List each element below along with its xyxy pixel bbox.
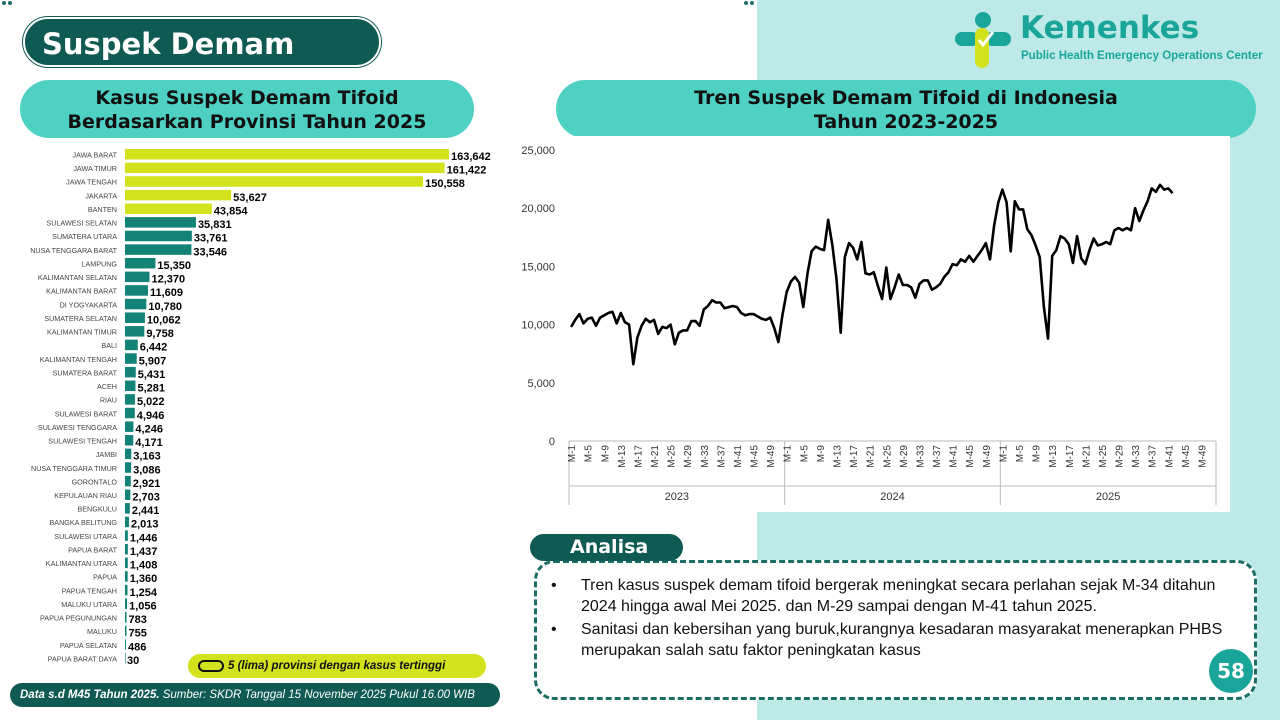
bar [125, 381, 135, 392]
x-tick-label: M-41 [732, 445, 744, 468]
x-tick-label: M-1 [998, 445, 1010, 463]
page-number: 58 [1209, 649, 1253, 693]
x-tick-label: M-37 [1147, 445, 1159, 468]
bar-category-label: SULAWESI SELATAN [46, 218, 117, 228]
x-tick-label: M-29 [898, 445, 910, 468]
bar-value-label: 5,281 [137, 382, 165, 395]
x-tick-label: M-33 [915, 445, 927, 468]
bar [125, 626, 126, 637]
bar-value-label: 1,360 [129, 573, 158, 586]
year-label: 2025 [1095, 491, 1121, 503]
x-tick-label: M-49 [981, 445, 993, 468]
bar-category-label: SULAWESI BARAT [54, 409, 117, 419]
x-tick-label: M-5 [799, 445, 811, 463]
trend-line [571, 185, 1172, 364]
legend [188, 654, 486, 678]
x-tick-label: M-45 [1180, 445, 1192, 468]
bar-category-label: KALIMANTAN SELATAN [37, 273, 117, 283]
logo-subtitle: Public Health Emergency Operations Center [1021, 50, 1263, 62]
bar [125, 598, 127, 609]
bar-category-label: GORONTALO [71, 477, 117, 487]
x-tick-label: M-13 [832, 445, 844, 468]
bar [125, 203, 212, 214]
footer-source: Sumber: SKDR Tanggal 15 November 2025 Pukul 16.00 WIB [159, 689, 475, 701]
logo-name: Kemenkes [1020, 10, 1200, 46]
bar-category-label: JAWA TENGAH [66, 177, 117, 187]
bar [125, 517, 129, 528]
bar-category-label: SUMATERA BARAT [52, 368, 117, 378]
line-chart-header [556, 80, 1256, 138]
bar [125, 231, 192, 242]
bar-value-label: 10,780 [148, 300, 182, 313]
bar-value-label: 2,013 [130, 518, 159, 531]
x-tick-label: M-25 [1097, 445, 1109, 468]
bar [125, 285, 148, 296]
bar-value-label: 10,062 [146, 314, 181, 327]
x-tick-label: M-21 [1081, 445, 1093, 468]
bar-category-label: JAMBI [95, 450, 117, 460]
legend-label: 5 (lima) provinsi dengan kasus tertinggi [228, 660, 446, 672]
decorative-dots [0, 0, 20, 20]
bar-value-label: 1,446 [129, 532, 158, 545]
bar-value-label: 783 [128, 614, 147, 627]
bar-category-label: LAMPUNG [81, 259, 117, 269]
bar-category-label: MALUKU UTARA [61, 599, 117, 609]
bar-chart-header [20, 80, 474, 138]
bar-category-label: RIAU [99, 395, 117, 405]
bar-category-label: MALUKU [87, 627, 117, 637]
bar [125, 258, 155, 269]
x-tick-label: M-9 [815, 445, 827, 463]
bar [125, 421, 133, 432]
bar-value-label: 161,422 [446, 164, 487, 177]
bar-value-label: 33,761 [193, 232, 228, 245]
line-chart-title-line2: Tahun 2023-2025 [813, 111, 999, 133]
bar [125, 312, 145, 323]
bar-category-label: SUMATERA SELATAN [44, 313, 117, 323]
y-tick-label: 25,000 [521, 145, 555, 157]
decorative-dots [742, 0, 762, 20]
x-tick-label: M-45 [965, 445, 977, 468]
bar [125, 367, 136, 378]
bar [125, 476, 131, 487]
bar [125, 585, 127, 596]
bar [125, 544, 128, 555]
bar-value-label: 1,254 [129, 586, 158, 599]
bar [125, 449, 131, 460]
bar-value-label: 2,921 [132, 477, 161, 490]
bar-value-label: 4,246 [135, 423, 163, 436]
bar-value-label: 3,086 [133, 464, 161, 477]
bar-category-label: KALIMANTAN TIMUR [46, 327, 117, 337]
bar-value-label: 30 [127, 654, 140, 667]
bar-category-label: NUSA TENGGARA TIMUR [31, 463, 117, 473]
bar-category-label: KEPULAUAN RIAU [54, 491, 117, 500]
bar-category-label: SULAWESI TENGAH [48, 436, 117, 446]
year-label: 2023 [664, 491, 690, 503]
bar-category-label: KALIMANTAN TENGAH [39, 354, 117, 364]
y-tick-label: 20,000 [521, 203, 555, 216]
x-tick-label: M-37 [716, 445, 728, 468]
bar-value-label: 486 [127, 641, 147, 654]
bar [125, 149, 449, 160]
bar [125, 163, 445, 174]
bar [125, 408, 135, 419]
bar [125, 394, 135, 405]
x-tick-label: M-49 [1197, 445, 1209, 468]
trend-line-card [513, 136, 1230, 512]
x-tick-label: M-25 [882, 445, 894, 468]
x-tick-label: M-1 [567, 445, 579, 463]
bar [125, 558, 128, 569]
footer-bold: Data s.d M45 Tahun 2025. [20, 689, 160, 701]
bar-category-label: JAWA BARAT [72, 150, 117, 160]
y-tick-label: 0 [548, 436, 555, 448]
bar-category-label: BANTEN [87, 204, 117, 214]
bar [125, 490, 130, 501]
bar-category-label: SULAWESI TENGGARA [37, 422, 117, 432]
bar-value-label: 150,558 [425, 178, 465, 191]
bar-value-label: 12,370 [151, 273, 186, 286]
bar-value-label: 33,546 [193, 246, 228, 259]
bar-category-label: SULAWESI UTARA [54, 531, 117, 541]
bar [125, 244, 191, 255]
x-tick-label: M-5 [1014, 445, 1026, 463]
bar [125, 503, 130, 514]
bar-value-label: 53,627 [233, 191, 267, 204]
x-tick-label: M-1 [782, 445, 794, 463]
bar-category-label: BANGKA BELITUNG [49, 518, 117, 528]
x-tick-label: M-29 [1114, 445, 1126, 468]
bar-category-label: NUSA TENGGARA BARAT [30, 245, 117, 255]
x-tick-label: M-49 [766, 445, 778, 468]
bar-value-label: 755 [128, 627, 147, 640]
kemenkes-logo [952, 10, 1272, 74]
bar-chart-title-line2: Berdasarkan Provinsi Tahun 2025 [67, 111, 427, 133]
bar-value-label: 9,758 [146, 328, 174, 341]
x-tick-label: M-41 [948, 445, 960, 468]
x-tick-label: M-5 [583, 445, 595, 463]
line-chart-title-line1: Tren Suspek Demam Tifoid di Indonesia [694, 87, 1118, 109]
page-title: Suspek Demam [23, 17, 381, 67]
bar-value-label: 35,831 [197, 219, 232, 232]
x-tick-label: M-9 [600, 445, 612, 463]
bar-value-label: 163,642 [451, 151, 491, 163]
bar-value-label: 2,441 [131, 505, 160, 518]
bar-category-label: KALIMANTAN UTARA [45, 559, 117, 569]
bar [125, 326, 144, 337]
bar-category-label: PAPUA [93, 572, 117, 582]
bar [125, 571, 128, 582]
bar-value-label: 15,350 [157, 259, 192, 272]
bar [125, 353, 137, 364]
x-tick-label: M-17 [849, 445, 861, 468]
bar-category-label: PAPUA BARAT DAYA [47, 654, 117, 664]
bar [125, 272, 149, 283]
kemenkes-logo-icon [952, 10, 1014, 72]
x-tick-label: M-9 [1031, 445, 1043, 463]
x-tick-label: M-25 [666, 445, 678, 468]
trend-line-chart [513, 136, 1230, 512]
bar-value-label: 5,431 [137, 368, 166, 381]
bar [125, 435, 133, 446]
x-tick-label: M-13 [1048, 445, 1060, 468]
x-tick-label: M-29 [683, 445, 695, 468]
x-tick-label: M-21 [865, 445, 877, 468]
x-tick-label: M-41 [1164, 445, 1176, 468]
bar [125, 530, 128, 541]
bar-category-label: PAPUA PEGUNUNGAN [40, 613, 117, 623]
y-tick-label: 10,000 [521, 319, 555, 332]
x-tick-label: M-13 [616, 445, 628, 468]
bar [125, 190, 231, 201]
bar-category-label: PAPUA TENGAH [61, 586, 117, 596]
year-label: 2024 [880, 491, 905, 503]
bar-category-label: BENGKULU [77, 504, 117, 514]
analisa-point: • Tren kasus suspek demam tifoid bergerak meningkat secara perlahan sejak M-34 ditahun 2024 hingga awal Mei 2025. dan M-29 sampai dengan M-41 tahun 2025. [548, 575, 1248, 617]
bar-value-label: 11,609 [149, 287, 184, 300]
bar-category-label: BALI [101, 341, 117, 351]
x-tick-label: M-33 [1131, 445, 1143, 468]
bar-value-label: 1,056 [129, 600, 157, 613]
bar [125, 462, 131, 473]
bar-value-label: 4,171 [135, 437, 163, 450]
bar-value-label: 43,854 [213, 205, 248, 218]
bar-chart-title-line1: Kasus Suspek Demam Tifoid [95, 87, 399, 109]
bar-value-label: 6,442 [139, 341, 168, 354]
bar-category-label: SUMATERA UTARA [52, 232, 117, 242]
analisa-list [548, 575, 1248, 663]
bar-value-label: 5,907 [138, 355, 167, 368]
bar [125, 217, 196, 228]
bar [125, 639, 126, 650]
x-tick-label: M-21 [650, 445, 662, 468]
bar-category-label: KALIMANTAN BARAT [46, 286, 117, 296]
legend-swatch [198, 660, 224, 672]
bar [125, 612, 127, 623]
x-tick-label: M-37 [932, 445, 944, 468]
bar-value-label: 3,163 [133, 450, 161, 463]
bar-category-label: ACEH [97, 382, 117, 392]
analisa-label: Analisa [530, 534, 683, 561]
bar-value-label: 1,437 [129, 545, 158, 558]
bar-value-label: 2,703 [132, 491, 160, 504]
y-tick-label: 15,000 [521, 261, 555, 274]
bar-category-label: PAPUA SELATAN [59, 640, 117, 650]
y-tick-label: 5,000 [527, 377, 555, 390]
x-tick-label: M-45 [749, 445, 761, 468]
bar-value-label: 5,022 [136, 396, 165, 409]
bar [125, 653, 126, 664]
bar [125, 340, 138, 351]
x-tick-label: M-33 [699, 445, 711, 468]
bar-category-label: PAPUA BARAT [68, 545, 117, 555]
province-bar-chart [0, 146, 500, 672]
footer-note [10, 683, 500, 707]
analisa-point: • Sanitasi dan kebersihan yang buruk,kurangnya kesadaran masyarakat menerapkan PHBS merupakan salah satu faktor peningkatan kasus [548, 619, 1248, 661]
bar-value-label: 4,946 [136, 409, 165, 422]
bar-category-label: DI YOGYAKARTA [59, 300, 117, 310]
bar [125, 299, 146, 310]
bar-value-label: 1,408 [129, 559, 158, 572]
bar-category-label: JAKARTA [85, 191, 117, 201]
bar [125, 176, 423, 186]
x-tick-label: M-17 [633, 445, 645, 468]
x-tick-label: M-17 [1064, 445, 1076, 468]
bar-category-label: JAWA TIMUR [73, 164, 117, 174]
